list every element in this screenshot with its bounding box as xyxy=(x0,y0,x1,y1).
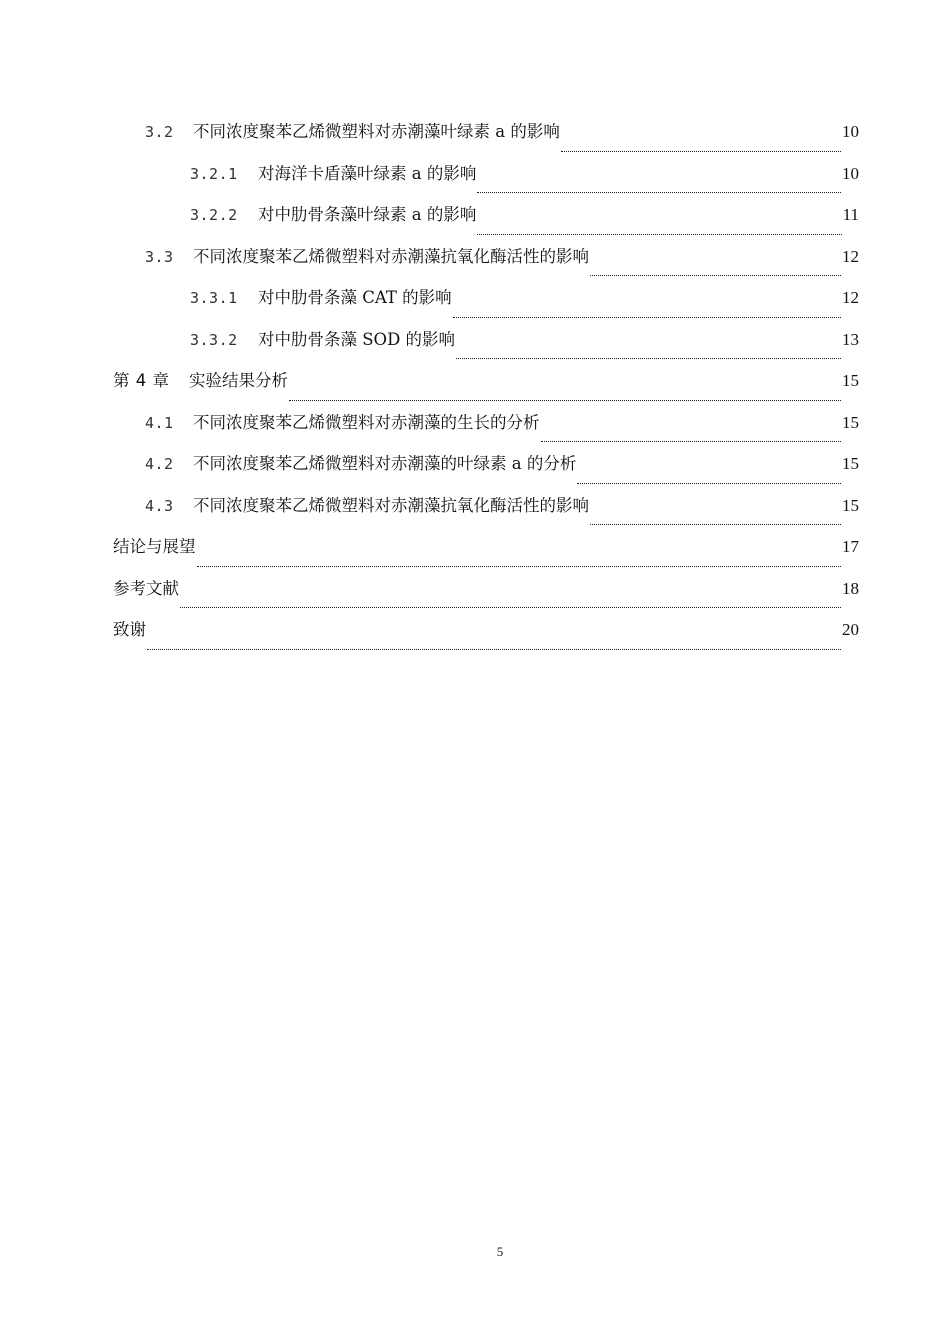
toc-entry-page: 15 xyxy=(842,454,859,473)
toc-entry-4-2[interactable] xyxy=(0,450,859,492)
toc-entry-references[interactable] xyxy=(0,575,859,617)
toc-entry-page: 12 xyxy=(842,246,859,266)
toc-entry-number: 4.2 xyxy=(145,455,174,473)
toc-entry-number: 3.3.1 xyxy=(190,289,238,307)
dot-leader xyxy=(477,192,841,193)
footer-page-number: 5 xyxy=(496,1244,504,1259)
toc-entry-title: 对中肋骨条藻 SOD 的影响 xyxy=(258,329,456,349)
dot-leader xyxy=(577,483,841,484)
toc-entry-3-2-1[interactable] xyxy=(0,160,859,202)
toc-entry-page: 10 xyxy=(842,163,859,183)
dot-leader xyxy=(197,566,842,567)
toc-entry-title: 实验结果分析 xyxy=(189,371,288,390)
dot-leader xyxy=(456,358,841,359)
toc-entry-title: 结论与展望 xyxy=(113,537,196,556)
dot-leader xyxy=(590,275,841,276)
toc-entry-3-2-2[interactable] xyxy=(0,201,859,243)
toc-entry-page: 10 xyxy=(842,122,859,141)
toc-entry-title: 不同浓度聚苯乙烯微塑料对赤潮藻的生长的分析 xyxy=(193,412,540,432)
toc-entry-chapter-4[interactable] xyxy=(0,367,859,409)
toc-entry-number: 第 4 章 xyxy=(113,371,170,390)
dot-leader xyxy=(289,400,841,401)
toc-entry-title: 不同浓度聚苯乙烯微塑料对赤潮藻的叶绿素 a 的分析 xyxy=(193,454,577,473)
dot-leader xyxy=(453,317,841,318)
toc-entry-number: 4.3 xyxy=(145,496,174,515)
toc-entry-3-3[interactable] xyxy=(0,243,859,285)
toc-entry-title: 参考文献 xyxy=(113,578,179,598)
toc-entry-page: 11 xyxy=(842,205,859,224)
dot-leader xyxy=(590,524,841,525)
toc-entry-3-2[interactable] xyxy=(0,118,859,160)
toc-entry-title: 对中肋骨条藻叶绿素 a 的影响 xyxy=(258,205,477,224)
toc-entry-conclusion[interactable] xyxy=(0,533,859,575)
dot-leader xyxy=(147,649,841,650)
dot-leader xyxy=(541,441,842,442)
toc-entry-title: 不同浓度聚苯乙烯微塑料对赤潮藻抗氧化酶活性的影响 xyxy=(193,246,589,266)
toc-entry-3-3-2[interactable] xyxy=(0,326,859,368)
toc-entry-title: 对中肋骨条藻 CAT 的影响 xyxy=(258,288,452,307)
toc-entry-title: 不同浓度聚苯乙烯微塑料对赤潮藻抗氧化酶活性的影响 xyxy=(193,495,589,515)
toc-entry-title: 不同浓度聚苯乙烯微塑料对赤潮藻叶绿素 a 的影响 xyxy=(193,122,560,141)
toc-entry-4-3[interactable] xyxy=(0,492,859,534)
dot-leader xyxy=(477,234,841,235)
toc-entry-page: 13 xyxy=(842,329,859,349)
toc-entry-number: 3.3 xyxy=(145,247,174,266)
toc-entry-number: 3.2.2 xyxy=(190,206,238,224)
toc-entry-4-1[interactable] xyxy=(0,409,859,451)
dot-leader xyxy=(561,151,841,152)
table-of-contents xyxy=(0,118,950,658)
toc-entry-title: 致谢 xyxy=(113,620,146,639)
toc-entry-page: 12 xyxy=(842,288,859,307)
toc-entry-page: 17 xyxy=(842,537,859,556)
toc-entry-page: 15 xyxy=(842,371,859,390)
toc-entry-number: 4.1 xyxy=(145,413,174,432)
toc-entry-number: 3.3.2 xyxy=(190,330,238,349)
toc-entry-page: 20 xyxy=(842,620,859,639)
toc-entry-title: 对海洋卡盾藻叶绿素 a 的影响 xyxy=(258,163,477,183)
toc-entry-page: 15 xyxy=(842,495,859,515)
toc-entry-page: 15 xyxy=(842,412,859,432)
toc-entry-page: 18 xyxy=(842,578,859,598)
toc-entry-number: 3.2 xyxy=(145,123,174,141)
dot-leader xyxy=(180,607,841,608)
toc-entry-3-3-1[interactable] xyxy=(0,284,859,326)
toc-entry-number: 3.2.1 xyxy=(190,164,238,183)
toc-entry-acknowledgements[interactable] xyxy=(0,616,859,658)
